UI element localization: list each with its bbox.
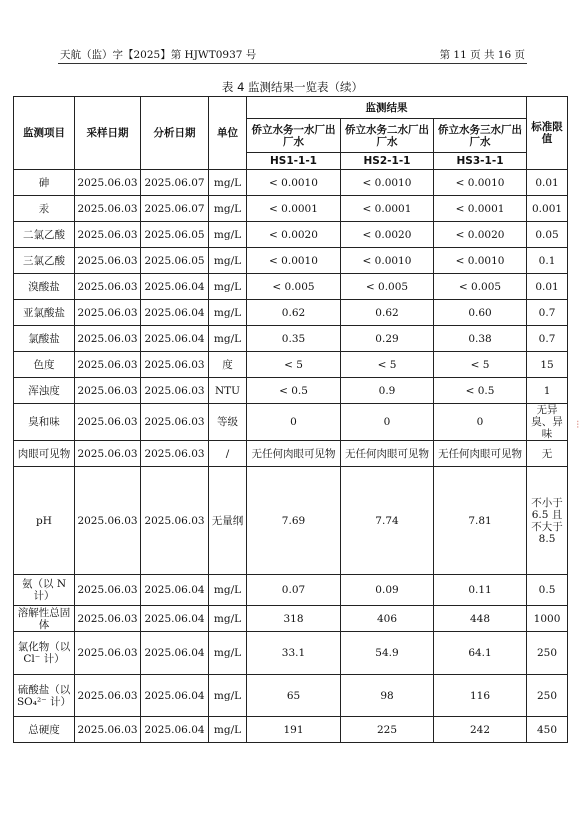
- result-cell: 191: [247, 717, 341, 743]
- table-row: [14, 378, 568, 404]
- result-cell: 98: [341, 675, 434, 717]
- item-cell: 氯酸盐: [14, 326, 75, 352]
- result-cell: < 5: [247, 352, 341, 378]
- result-cell: 0.09: [341, 575, 434, 606]
- result-cell: 0.07: [247, 575, 341, 606]
- unit-cell: mg/L: [209, 222, 247, 248]
- table-row: [14, 300, 568, 326]
- result-cell: < 0.0010: [247, 170, 341, 196]
- header-divider: [58, 63, 527, 64]
- item-cell: 二氯乙酸: [14, 222, 75, 248]
- result-cell: 0: [247, 404, 341, 441]
- limit-cell: 无异臭、异味: [527, 404, 568, 441]
- unit-cell: 等级: [209, 404, 247, 441]
- sample-date-cell: 2025.06.03: [75, 606, 141, 632]
- result-cell: < 0.0020: [434, 222, 527, 248]
- limit-cell: 1000: [527, 606, 568, 632]
- result-cell: 无任何肉眼可见物: [434, 441, 527, 467]
- sample-date-cell: 2025.06.03: [75, 300, 141, 326]
- sample-date-cell: 2025.06.03: [75, 378, 141, 404]
- table-row: [14, 196, 568, 222]
- result-cell: 116: [434, 675, 527, 717]
- result-cell: 242: [434, 717, 527, 743]
- col-header-sample-date: 采样日期: [75, 97, 141, 170]
- unit-cell: mg/L: [209, 300, 247, 326]
- unit-cell: 无量纲: [209, 467, 247, 575]
- result-cell: 0.62: [341, 300, 434, 326]
- limit-cell: 0.001: [527, 196, 568, 222]
- sample-date-cell: 2025.06.03: [75, 170, 141, 196]
- result-cell: < 0.0020: [247, 222, 341, 248]
- sample-date-cell: 2025.06.03: [75, 632, 141, 675]
- sample-date-cell: 2025.06.03: [75, 352, 141, 378]
- analysis-date-cell: 2025.06.04: [141, 717, 209, 743]
- limit-cell: 0.05: [527, 222, 568, 248]
- analysis-date-cell: 2025.06.03: [141, 441, 209, 467]
- analysis-date-cell: 2025.06.07: [141, 170, 209, 196]
- result-cell: 无任何肉眼可见物: [247, 441, 341, 467]
- item-cell: 肉眼可见物: [14, 441, 75, 467]
- result-cell: 0.11: [434, 575, 527, 606]
- table-row: [14, 441, 568, 467]
- analysis-date-cell: 2025.06.05: [141, 248, 209, 274]
- result-cell: < 0.0010: [434, 248, 527, 274]
- result-cell: 0.9: [341, 378, 434, 404]
- sample-date-cell: 2025.06.03: [75, 467, 141, 575]
- analysis-date-cell: 2025.06.03: [141, 467, 209, 575]
- site-name: 侨立水务三水厂出厂水: [434, 119, 527, 153]
- analysis-date-cell: 2025.06.04: [141, 300, 209, 326]
- item-cell: 溴酸盐: [14, 274, 75, 300]
- unit-cell: mg/L: [209, 575, 247, 606]
- analysis-date-cell: 2025.06.04: [141, 632, 209, 675]
- unit-cell: mg/L: [209, 326, 247, 352]
- result-cell: < 0.0020: [341, 222, 434, 248]
- table-row: [14, 606, 568, 632]
- sample-date-cell: 2025.06.03: [75, 575, 141, 606]
- table-row: [14, 274, 568, 300]
- col-header-item: 监测项目: [14, 97, 75, 170]
- result-cell: < 0.0001: [247, 196, 341, 222]
- result-cell: 448: [434, 606, 527, 632]
- result-cell: 0.29: [341, 326, 434, 352]
- sample-date-cell: 2025.06.03: [75, 404, 141, 441]
- unit-cell: /: [209, 441, 247, 467]
- result-cell: 0.62: [247, 300, 341, 326]
- item-cell: 溶解性总固体: [14, 606, 75, 632]
- item-cell: 臭和味: [14, 404, 75, 441]
- unit-cell: mg/L: [209, 196, 247, 222]
- limit-cell: 0.7: [527, 300, 568, 326]
- limit-cell: 450: [527, 717, 568, 743]
- result-cell: 225: [341, 717, 434, 743]
- table-row: [14, 222, 568, 248]
- limit-cell: 15: [527, 352, 568, 378]
- result-cell: 0.60: [434, 300, 527, 326]
- result-cell: 406: [341, 606, 434, 632]
- item-cell: 亚氯酸盐: [14, 300, 75, 326]
- analysis-date-cell: 2025.06.04: [141, 675, 209, 717]
- item-cell: 汞: [14, 196, 75, 222]
- item-cell: 三氯乙酸: [14, 248, 75, 274]
- result-cell: 0.35: [247, 326, 341, 352]
- item-cell: 硫酸盐（以 SO₄²⁻ 计）: [14, 675, 75, 717]
- unit-cell: mg/L: [209, 606, 247, 632]
- result-cell: < 0.0010: [434, 170, 527, 196]
- sample-date-cell: 2025.06.03: [75, 717, 141, 743]
- limit-cell: 0.7: [527, 326, 568, 352]
- result-cell: 65: [247, 675, 341, 717]
- result-cell: < 0.005: [247, 274, 341, 300]
- sample-date-cell: 2025.06.03: [75, 675, 141, 717]
- result-cell: 7.81: [434, 467, 527, 575]
- sample-date-cell: 2025.06.03: [75, 441, 141, 467]
- result-cell: 54.9: [341, 632, 434, 675]
- result-cell: 33.1: [247, 632, 341, 675]
- result-cell: 无任何肉眼可见物: [341, 441, 434, 467]
- sample-date-cell: 2025.06.03: [75, 222, 141, 248]
- analysis-date-cell: 2025.06.03: [141, 404, 209, 441]
- limit-cell: 0.1: [527, 248, 568, 274]
- table-title: 表 4 监测结果一览表（续）: [221, 80, 364, 94]
- unit-cell: mg/L: [209, 675, 247, 717]
- result-cell: < 0.0010: [247, 248, 341, 274]
- item-cell: 总硬度: [14, 717, 75, 743]
- seal-edge-mark: ⁝: [576, 418, 580, 431]
- item-cell: 浑浊度: [14, 378, 75, 404]
- site-code: HS3-1-1: [434, 153, 527, 170]
- result-cell: < 5: [434, 352, 527, 378]
- table-row: [14, 632, 568, 675]
- unit-cell: 度: [209, 352, 247, 378]
- result-cell: < 0.0001: [341, 196, 434, 222]
- result-cell: 7.69: [247, 467, 341, 575]
- col-header-limit: 标准限值: [527, 97, 568, 170]
- result-cell: < 0.0010: [341, 248, 434, 274]
- result-cell: < 5: [341, 352, 434, 378]
- col-header-analysis-date: 分析日期: [141, 97, 209, 170]
- analysis-date-cell: 2025.06.07: [141, 196, 209, 222]
- result-cell: 318: [247, 606, 341, 632]
- unit-cell: mg/L: [209, 274, 247, 300]
- item-cell: 氨（以 N 计）: [14, 575, 75, 606]
- result-cell: < 0.5: [434, 378, 527, 404]
- analysis-date-cell: 2025.06.04: [141, 575, 209, 606]
- result-cell: 64.1: [434, 632, 527, 675]
- table-row: [14, 326, 568, 352]
- item-cell: 氯化物（以 Cl⁻ 计）: [14, 632, 75, 675]
- unit-cell: NTU: [209, 378, 247, 404]
- site-name: 侨立水务二水厂出厂水: [341, 119, 434, 153]
- result-cell: < 0.005: [341, 274, 434, 300]
- result-cell: 0: [341, 404, 434, 441]
- limit-cell: 0.01: [527, 274, 568, 300]
- document-number: 天航（监）字【2025】第 HJWT0937 号: [60, 49, 257, 61]
- limit-cell: 不小于 6.5 且不大于 8.5: [527, 467, 568, 575]
- table-row: [14, 717, 568, 743]
- table-row: [14, 675, 568, 717]
- analysis-date-cell: 2025.06.03: [141, 378, 209, 404]
- result-cell: 7.74: [341, 467, 434, 575]
- unit-cell: mg/L: [209, 632, 247, 675]
- limit-cell: 0.01: [527, 170, 568, 196]
- result-cell: < 0.0001: [434, 196, 527, 222]
- table-row: [14, 467, 568, 575]
- unit-cell: mg/L: [209, 717, 247, 743]
- limit-cell: 250: [527, 675, 568, 717]
- result-cell: < 0.5: [247, 378, 341, 404]
- page-number: 第 11 页 共 16 页: [439, 49, 525, 61]
- analysis-date-cell: 2025.06.04: [141, 606, 209, 632]
- sample-date-cell: 2025.06.03: [75, 326, 141, 352]
- item-cell: 砷: [14, 170, 75, 196]
- col-header-unit: 单位: [209, 97, 247, 170]
- table-row: [14, 352, 568, 378]
- result-cell: 0: [434, 404, 527, 441]
- analysis-date-cell: 2025.06.04: [141, 326, 209, 352]
- table-row: [14, 170, 568, 196]
- result-cell: < 0.0010: [341, 170, 434, 196]
- site-code: HS1-1-1: [247, 153, 341, 170]
- limit-cell: 1: [527, 378, 568, 404]
- col-header-results: 监测结果: [247, 97, 527, 119]
- analysis-date-cell: 2025.06.04: [141, 274, 209, 300]
- result-cell: < 0.005: [434, 274, 527, 300]
- item-cell: pH: [14, 467, 75, 575]
- table-row: [14, 404, 568, 441]
- site-name: 侨立水务一水厂出厂水: [247, 119, 341, 153]
- sample-date-cell: 2025.06.03: [75, 196, 141, 222]
- site-code: HS2-1-1: [341, 153, 434, 170]
- result-cell: 0.38: [434, 326, 527, 352]
- limit-cell: 250: [527, 632, 568, 675]
- unit-cell: mg/L: [209, 248, 247, 274]
- unit-cell: mg/L: [209, 170, 247, 196]
- sample-date-cell: 2025.06.03: [75, 248, 141, 274]
- item-cell: 色度: [14, 352, 75, 378]
- table-row: [14, 575, 568, 606]
- table-row: [14, 248, 568, 274]
- results-table: [13, 96, 568, 743]
- analysis-date-cell: 2025.06.05: [141, 222, 209, 248]
- sample-date-cell: 2025.06.03: [75, 274, 141, 300]
- analysis-date-cell: 2025.06.03: [141, 352, 209, 378]
- limit-cell: 0.5: [527, 575, 568, 606]
- limit-cell: 无: [527, 441, 568, 467]
